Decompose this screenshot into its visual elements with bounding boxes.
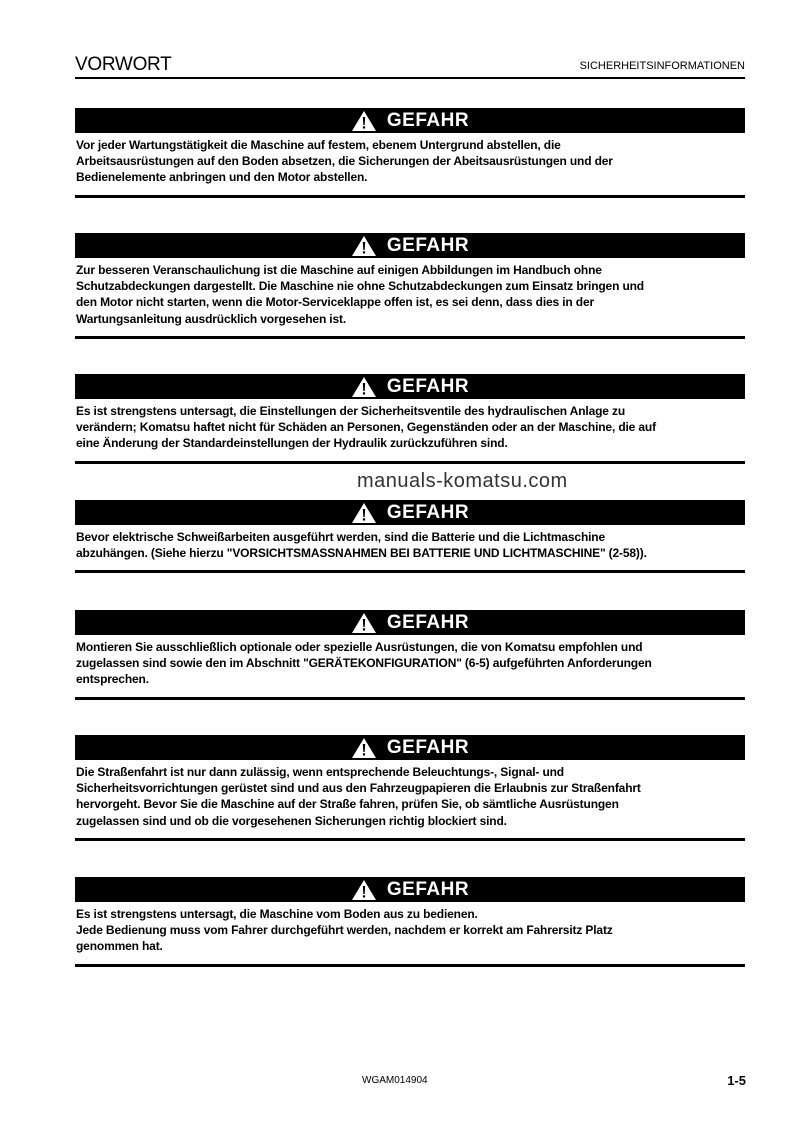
warning-triangle-icon bbox=[351, 737, 377, 759]
notice-line: Die Straßenfahrt ist nur dann zulässig, wenn entsprechende Beleuchtungs-, Signal- und bbox=[76, 765, 564, 779]
notice-line: entsprechen. bbox=[76, 672, 149, 687]
notice-rule bbox=[75, 570, 745, 573]
notice-line: Schutzabdeckungen dargestellt. Die Maschine nie ohne Schutzabdeckungen zum Einsatz bringen und bbox=[76, 279, 644, 294]
warning-triangle-icon bbox=[351, 879, 377, 901]
warning-triangle-icon bbox=[351, 612, 377, 634]
page-number: 1-5 bbox=[727, 1073, 746, 1088]
danger-label: GEFAHR bbox=[386, 109, 470, 131]
danger-notice bbox=[75, 233, 745, 339]
notice-text bbox=[75, 635, 745, 688]
notice-line: den Motor nicht starten, wenn die Motor-Serviceklappe offen ist, es sei denn, dass dies in der bbox=[76, 295, 595, 310]
document-code: WGAM014904 bbox=[362, 1075, 428, 1086]
danger-notice bbox=[75, 500, 745, 573]
danger-header bbox=[75, 500, 745, 525]
warning-triangle-icon bbox=[351, 502, 377, 524]
notice-line: Bedienelemente anbringen und den Motor abstellen. bbox=[76, 170, 368, 185]
danger-notice bbox=[75, 108, 745, 198]
danger-header bbox=[75, 735, 745, 760]
section-title: SICHERHEITSINFORMATIONEN bbox=[579, 60, 745, 72]
notice-line: Jede Bedienung muss vom Fahrer durchgeführt werden, nachdem er korrekt am Fahrersitz Platz bbox=[76, 923, 613, 938]
danger-label: GEFAHR bbox=[386, 501, 470, 523]
notice-line: genommen hat. bbox=[76, 939, 163, 954]
notice-line: Sicherheitsvorrichtungen gerüstet sind und aus den Fahrzeugpapieren die Erlaubnis zur Straßenfahrt bbox=[76, 781, 641, 796]
notice-text bbox=[75, 525, 745, 561]
header-rule bbox=[75, 77, 745, 79]
danger-header bbox=[75, 877, 745, 902]
notice-rule bbox=[75, 838, 745, 841]
notice-line: Wartungsanleitung ausdrücklich vorgesehen ist. bbox=[76, 311, 347, 326]
danger-notice bbox=[75, 877, 745, 967]
danger-notice bbox=[75, 374, 745, 464]
notice-line: abzuhängen. (Siehe hierzu "VORSICHTSMASSNAHMEN BEI BATTERIE UND LICHTMASCHINE" (2-58)). bbox=[76, 546, 647, 561]
notice-line: Montieren Sie ausschließlich optionale oder spezielle Ausrüstungen, die von Komatsu empfohlen und bbox=[76, 640, 643, 654]
notice-rule bbox=[75, 461, 745, 464]
chapter-title: VORWORT bbox=[75, 54, 172, 75]
notice-line: Es ist strengstens untersagt, die Maschine vom Boden aus zu bedienen. bbox=[76, 907, 478, 921]
danger-header bbox=[75, 610, 745, 635]
notice-line: hervorgeht. Bevor Sie die Maschine auf der Straße fahren, prüfen Sie, ob sämtliche Ausrüstungen bbox=[76, 797, 619, 812]
notice-rule bbox=[75, 195, 745, 198]
notice-text bbox=[75, 902, 745, 955]
warning-triangle-icon bbox=[351, 110, 377, 132]
notice-text bbox=[75, 133, 745, 186]
danger-header bbox=[75, 108, 745, 133]
notice-rule bbox=[75, 697, 745, 700]
warning-triangle-icon bbox=[351, 235, 377, 257]
danger-label: GEFAHR bbox=[386, 878, 470, 900]
notice-line: Arbeitsausrüstungen auf den Boden absetzen, die Sicherungen der Abeitsausrüstungen und der bbox=[76, 154, 613, 169]
notice-line: zugelassen sind sowie den im Abschnitt "GERÄTEKONFIGURATION" (6-5) aufgeführten Anforderungen bbox=[76, 656, 652, 671]
notice-line: eine Änderung der Standardeinstellungen der Hydraulik zurückzuführen sind. bbox=[76, 436, 508, 451]
notice-rule bbox=[75, 336, 745, 339]
watermark: manuals-komatsu.com bbox=[357, 470, 568, 492]
notice-line: Bevor elektrische Schweißarbeiten ausgeführt werden, sind die Batterie und die Lichtmaschine bbox=[76, 530, 606, 544]
danger-label: GEFAHR bbox=[386, 375, 470, 397]
danger-label: GEFAHR bbox=[386, 234, 470, 256]
danger-notice bbox=[75, 610, 745, 700]
danger-header bbox=[75, 374, 745, 399]
notice-rule bbox=[75, 964, 745, 967]
notice-text bbox=[75, 258, 745, 327]
warning-triangle-icon bbox=[351, 376, 377, 398]
notice-line: Zur besseren Veranschaulichung ist die Maschine auf einigen Abbildungen im Handbuch ohne bbox=[76, 263, 602, 277]
notice-line: verändern; Komatsu haftet nicht für Schäden an Personen, Gegenständen oder an der Maschine, die auf bbox=[76, 420, 656, 435]
notice-line: Es ist strengstens untersagt, die Einstellungen der Sicherheitsventile des hydraulischen Anlage zu bbox=[76, 404, 626, 418]
danger-label: GEFAHR bbox=[386, 611, 470, 633]
notice-text bbox=[75, 760, 745, 829]
danger-notice bbox=[75, 735, 745, 841]
danger-header bbox=[75, 233, 745, 258]
danger-label: GEFAHR bbox=[386, 736, 470, 758]
notice-line: Vor jeder Wartungstätigkeit die Maschine auf festem, ebenem Untergrund abstellen, die bbox=[76, 138, 561, 152]
notice-line: zugelassen sind und ob die vorgesehenen Sicherungen richtig blockiert sind. bbox=[76, 813, 507, 828]
notice-text bbox=[75, 399, 745, 452]
